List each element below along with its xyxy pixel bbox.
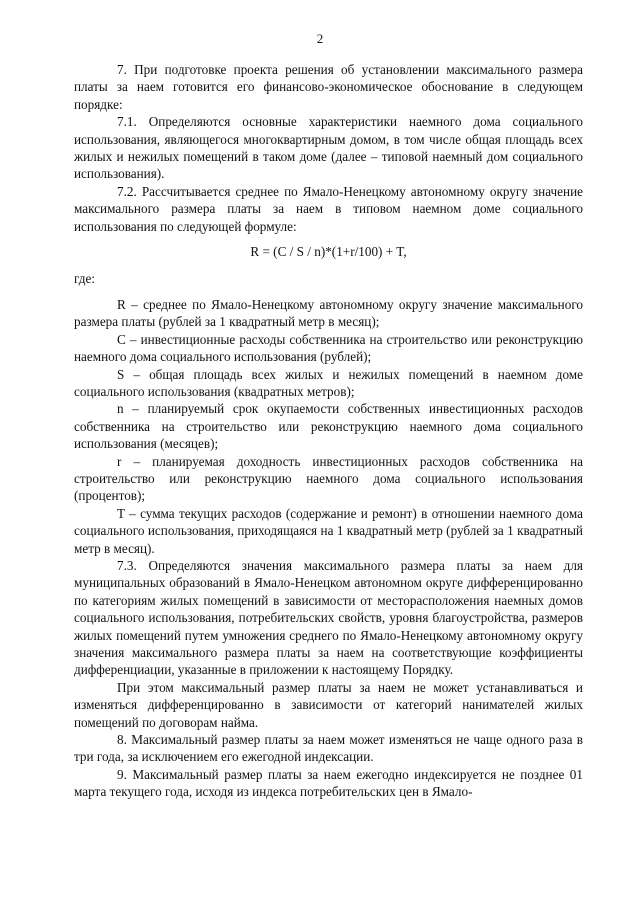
paragraph-7-1: 7.1. Определяются основные характеристики наемного дома социального использования, являющегося многоквартирным домом, в том числе общая площадь всех жилых и нежилых помещений в таком доме (далее – типовой наемный дом социального использования). xyxy=(74,114,583,182)
page-number: 2 xyxy=(316,31,324,46)
definition-n-payback: n – планируемый срок окупаемости собственных инвестиционных расходов собственника на строительство или реконструкцию наемного дома социального использования (месяцев); xyxy=(74,401,583,452)
paragraph-7-3: 7.3. Определяются значения максимального размера платы за наем для муниципальных образований в Ямало-Ненецком автономном округе дифференцированно по категориям жилых помещений в зависимости от месторасположения наемных домов социального использования, потребительских свойств, уровня благоустройства, размеров жилых помещений путем умножения среднего по Ямало-Ненецкому автономному округу значения максимального размера платы за наем на соответствующие коэффициенты дифференциации, указанные в приложении к настоящему Порядку. xyxy=(74,557,583,678)
paragraph-7: 7. При подготовке проекта решения об установлении максимального размера платы за наем готовится его финансово-экономическое обоснование в следующем порядке: xyxy=(74,62,583,112)
formula: R = (C / S / n)*(1+r/100) + T, xyxy=(250,244,407,260)
paragraph-7-2: 7.2. Рассчитывается среднее по Ямало-Ненецкому автономному округу значение максимального размера платы за наем в типовом наемном доме социального использования по следующей формуле: xyxy=(74,183,583,234)
definition-s-area: S – общая площадь всех жилых и нежилых помещений в наемном доме социального использования (квадратных метров); xyxy=(74,366,583,399)
document-body xyxy=(74,61,583,801)
where-label: где: xyxy=(74,271,95,287)
definition-r-average: R – среднее по Ямало-Ненецкому автономному округу значение максимального размера платы (рублей за 1 квадратный метр в месяц); xyxy=(74,296,583,330)
paragraph-note: При этом максимальный размер платы за наем не может устанавливаться и изменяться дифференцированно в зависимости от категорий нанимателей жилых помещений по договорам найма. xyxy=(74,679,583,730)
definition-r-yield: r – планируемая доходность инвестиционных расходов собственника на строительство или реконструкцию наемного дома социального использования (процентов); xyxy=(74,453,583,504)
definition-t-current-costs: T – сумма текущих расходов (содержание и ремонт) в отношении наемного дома социального использования, приходящаяся на 1 квадратный метр (рублей за 1 квадратный метр в месяц). xyxy=(74,505,583,556)
definition-c-investment: C – инвестиционные расходы собственника на строительство или реконструкцию наемного дома социального использования (рублей); xyxy=(74,331,583,365)
paragraph-9: 9. Максимальный размер платы за наем ежегодно индексируется не позднее 01 марта текущего года, исходя из индекса потребительских цен в Ямало- xyxy=(74,766,583,800)
paragraph-8: 8. Максимальный размер платы за наем может изменяться не чаще одного раза в три года, за исключением его ежегодной индексации. xyxy=(74,732,583,765)
